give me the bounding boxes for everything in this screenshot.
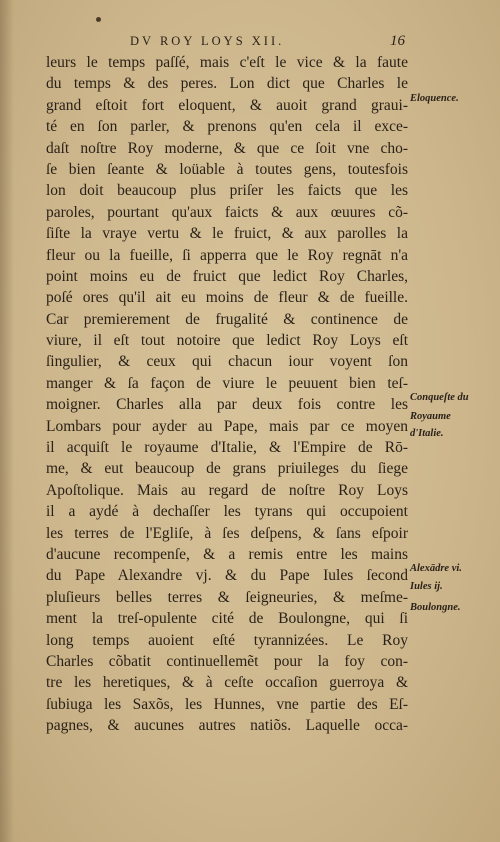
margin-note-conqueste: Conqueſte du (410, 392, 469, 403)
text-line: tre les heretiques, & à ceſte occaſion guerroya & (46, 674, 408, 692)
text-line: ſiſte la vraye vertu & le fruict, & aux parolles la (46, 225, 408, 243)
text-line: point moins eu de fruict que ledict Roy Charles, (46, 267, 408, 285)
text-line: manger & ſa façon de viure le peuuent bien teſ- (46, 374, 408, 392)
text-line: ſubiuga les Saxõs, les Hunnes, vne partie des Eſ- (46, 695, 408, 713)
margin-note-eloquence: Eloquence. (410, 93, 459, 104)
text-line: pluſieurs belles terres & ſeigneuries, & meſme- (46, 588, 408, 606)
text-line: il acquiſt le royaume d'Italie, & l'Empire de Rō- (46, 439, 408, 457)
text-line: té en ſon parler, & prenons qu'en cela il exce- (46, 118, 408, 136)
text-line: fleur ou la fueille, ſi apperra que le Roy regnāt n'a (46, 246, 408, 264)
text-line: les terres de l'Egliſe, à ſes deſpens, & ſans eſpoir (46, 524, 408, 542)
text-line: Apoſtolique. Mais au regard de noſtre Roy Loys (46, 481, 408, 499)
text-line: ſe bien ſeante & loüable à toutes gens, toutesfois (46, 160, 408, 178)
margin-note-alexandre: Alexādre vi. (410, 563, 462, 574)
text-line: moigner. Charles alla par deux fois contre les (46, 396, 408, 414)
text-line: lon doit beaucoup plus priſer les faicts que les (46, 182, 408, 200)
text-line: Charles cõbatit continuellemẽt pour la foy con- (46, 652, 408, 670)
text-line: Car premierement de frugalité & continence de (46, 310, 408, 328)
ink-dot-icon (96, 17, 101, 22)
text-line: daſt noſtre Roy moderne, & que ce ſoit vne cho- (46, 139, 408, 157)
text-line: du Pape Alexandre vj. & du Pape Iules ſecond (46, 567, 408, 585)
text-line: paroles, pourtant qu'aux faicts & aux œuures cõ- (46, 203, 408, 221)
text-line: long temps auoient eſté tyrannizées. Le Roy (46, 631, 408, 649)
text-line: ſingulier, & ceux qui chacun iour voyent ſon (46, 353, 408, 371)
margin-note-royaume: Royaume (410, 411, 451, 422)
body-text (46, 52, 408, 737)
text-line: d'aucune recompenſe, & a remis entre les mains (46, 545, 408, 563)
text-line: pagnes, & aucunes autres natiõs. Laquelle occa- (46, 717, 408, 735)
text-line: me, & eut beaucoup de grans priuileges du ſiege (46, 460, 408, 478)
margin-note-iules: Iules ij. (410, 581, 443, 592)
text-line: poſé ores qu'il ait eu moins de fleur & de fueille. (46, 289, 408, 307)
text-line: Lombars pour ayder au Pape, mais par ce moyen (46, 417, 408, 435)
text-line: viure, il eſt tout notoire que ledict Roy Loys eſt (46, 332, 408, 350)
text-line: leurs le temps paſſé, mais c'eſt le vice & la faute (46, 54, 408, 71)
margin-note-boulongne: Boulongne. (410, 602, 461, 613)
running-title: DV ROY LOYS XII. (130, 34, 285, 48)
text-line: ment la treſ-opulente cité de Boulongne, qui ſi (46, 610, 408, 628)
text-line: du temps & des peres. Lon dict que Charles le (46, 75, 408, 93)
margin-note-italie: d'Italie. (410, 428, 444, 439)
text-line: il a aydé à dechaſſer les tyrans qui occupoient (46, 503, 408, 521)
page-number: 16 (390, 33, 405, 49)
text-line: grand eſtoit fort eloquent, & auoit grand graui- (46, 96, 408, 114)
